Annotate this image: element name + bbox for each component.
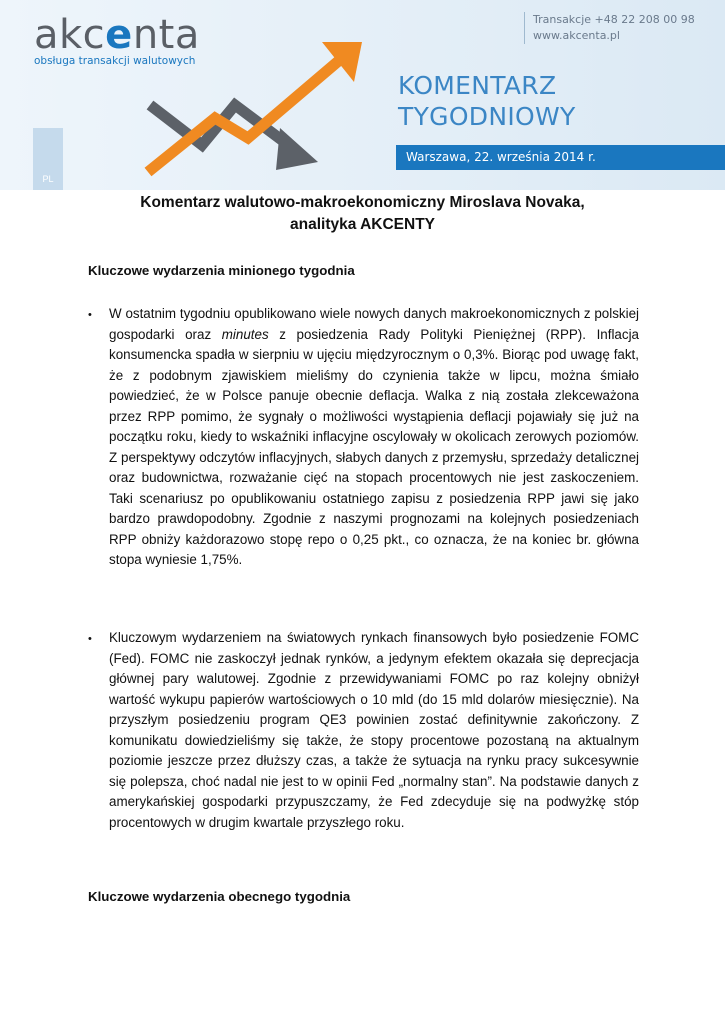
date-bar: Warszawa, 22. września 2014 r. xyxy=(396,145,725,170)
trend-arrows-icon xyxy=(140,30,380,180)
section-title-past-week: Kluczowe wydarzenia minionego tygodnia xyxy=(88,263,355,278)
section-title-current-week: Kluczowe wydarzenia obecnego tygodnia xyxy=(88,889,351,904)
contact-phone: Transakcje +48 22 208 00 98 xyxy=(533,13,695,26)
language-tag: PL xyxy=(33,128,63,190)
paragraph-fed: Kluczowym wydarzeniem na światowych rynkach finansowych było posiedzenie FOMC (Fed). FOMC nie zaskoczył jednak rynków, a jedynym efektem okazała się deprecjacja głównej pary walutowej. Zgodnie z przewidywaniami FOMC po raz kolejny obniżył wartość wykupu papierów wartościowych o 10 mld (do 15 mld dolarów miesięcznie). Na przyszłym posiedzeniu program QE3 powinien zostać definitywnie zakończony. Z komunikatu dowiedzieliśmy się także, że stopy procentowe pozostaną na aktualnym poziomie jeszcze przez dłuższy czas, a także że sytuacja na rynku pracy sukcesywnie się polepsza, choć nadal nie jest to w opinii Fed „normalny stan”. Na podstawie danych z amerykańskiej gospodarki przypuszczamy, że Fed zdecyduje się na podwyżkę stóp procentowych w drugim kwartale przyszłego roku. xyxy=(109,630,639,830)
contact-info xyxy=(524,12,695,44)
logo-tagline: obsługa transakcji walutowych xyxy=(34,55,196,67)
main-heading: Komentarz walutowo-makroekonomiczny Miroslava Novaka, analityka AKCENTY xyxy=(140,194,585,233)
contact-website[interactable]: www.akcenta.pl xyxy=(533,29,620,42)
paragraph-poland: W ostatnim tygodniu opublikowano wiele nowych danych makroekonomicznych z polskiej gospodarki oraz minutes z posiedzenia Rady Polityki Pieniężnej (RPP). Inflacja konsumencka spadła w sierpniu w ujęciu międzyrocznym o 0,3%. Biorąc pod uwagę fakt, że z podobnym zjawiskiem mieliśmy do czynienia także w lipcu, można śmiało powiedzieć, że w Polsce panuje obecnie deflacja. Walka z nią została zlekceważona przez RPP pomimo, że sygnały o możliwości wystąpienia deflacji pojawiały się już na początku roku, kiedy to wskaźniki inflacyjne oscylowały w okolicach zerowych poziomów. Z perspektywy odczytów inflacyjnych, słabych danych z przemysłu, sprzedaży detalicznej oraz budownictwa, rozważanie cięć na stopach procentowych nie jest zaskoczeniem. Taki scenariusz po opublikowaniu ostatniego zapisu z posiedzenia RPP jawi się jako bardzo prawdopodobny. Zgodnie z naszymi prognozami na kolejnych posiedzeniach RPP obniży każdorazowo stopę repo o 0,25 pkt., co oznacza, że na koniec br. główna stopa wyniesie 1,75%. xyxy=(109,306,640,567)
bullet-marker: • xyxy=(88,309,92,321)
bullet-marker: • xyxy=(88,633,92,645)
document-title: KOMENTARZ TYGODNIOWY xyxy=(398,71,576,131)
akcenta-logo[interactable]: akcenta xyxy=(34,12,200,58)
